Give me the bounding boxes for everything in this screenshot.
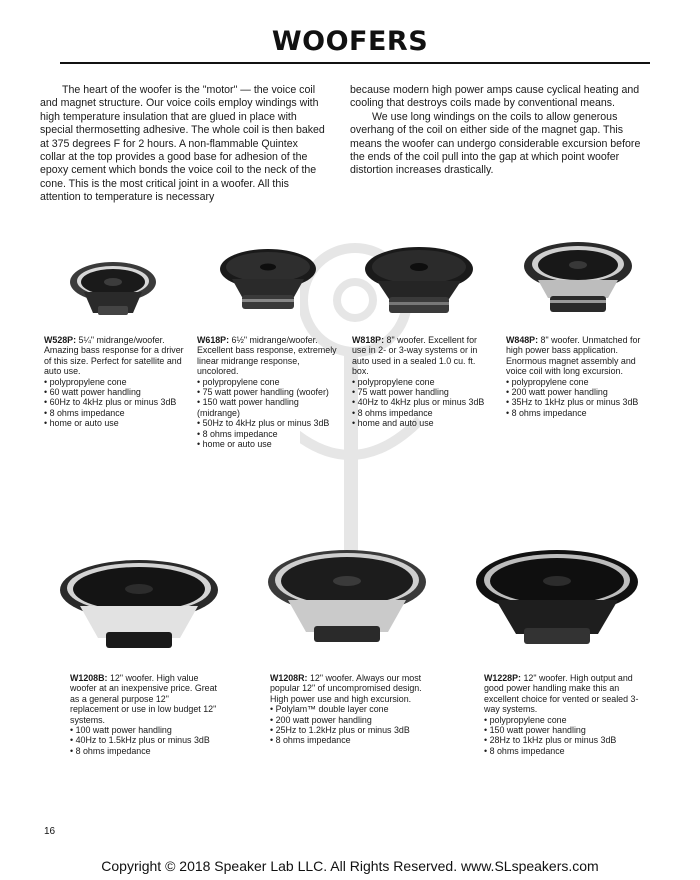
feature-item: • 8 ohms impedance: [270, 735, 430, 745]
feature-item: • polypropylene cone: [197, 377, 342, 387]
feature-item: • home or auto use: [44, 418, 189, 428]
title-rule: [60, 62, 650, 64]
feature-item: • 100 watt power handling: [70, 725, 220, 735]
product-w1208b: [70, 673, 220, 756]
intro-right-column: [350, 84, 650, 178]
product-description: 8" woofer. Unmatched for high power bass application. Enormous magnet assembly and voice coil with long excursion.: [506, 335, 641, 377]
feature-item: • 200 watt power handling: [270, 715, 430, 725]
feature-item: • 40Hz to 4kHz plus or minus 3dB: [352, 397, 492, 407]
feature-item: • polypropylene cone: [352, 377, 492, 387]
w528p-speaker-image: [68, 258, 158, 320]
feature-item: • polypropylene cone: [506, 377, 654, 387]
product-w618p: [197, 335, 342, 449]
feature-item: • 35Hz to 1kHz plus or minus 3dB: [506, 397, 654, 407]
intro-paragraph-continued: because modern high power amps cause cyclical heating and cooling that destroys coils made by conventional means.: [350, 84, 640, 110]
feature-item: • 8 ohms impedance: [352, 408, 492, 418]
feature-item: • 75 watt power handling: [352, 387, 492, 397]
page-number: 16: [44, 826, 56, 837]
feature-item: • 8 ohms impedance: [197, 429, 342, 439]
w818p-speaker-image: [363, 245, 475, 319]
feature-item: • 50Hz to 4kHz plus or minus 3dB: [197, 418, 342, 428]
product-w1208r: [270, 673, 430, 746]
product-description: 12" woofer. High output and good power handling make this an excellent choice for vented or sealed 3-way systems.: [484, 673, 639, 715]
product-description: 12" woofer. High value woofer at an inexpensive price. Great as a general purpose 12" replacement or use in low budget 12" systems.: [70, 673, 218, 725]
model-name: W818P:: [352, 335, 385, 345]
feature-item: • 150 watt power handling (midrange): [197, 397, 342, 418]
w1208r-speaker-image: [266, 548, 428, 648]
feature-item: • 25Hz to 1.2kHz plus or minus 3dB: [270, 725, 430, 735]
product-description: 5¼" midrange/woofer. Amazing bass response for a driver of this size. Perfect for satellite and auto use.: [44, 335, 184, 377]
feature-item: • 28Hz to 1kHz plus or minus 3dB: [484, 735, 639, 745]
feature-item: • 8 ohms impedance: [484, 746, 639, 756]
intro-left-column: [40, 84, 325, 205]
w848p-speaker-image: [522, 240, 634, 320]
feature-item: • 40Hz to 1.5kHz plus or minus 3dB: [70, 735, 220, 745]
product-w1228p: [484, 673, 639, 756]
feature-item: • Polylam™ double layer cone: [270, 704, 430, 714]
intro-paragraph-2: We use long windings on the coils to allow generous overhang of the coil on either side of the magnet gap. This means the woofer can undergo considerable excursion before the ends of the coil pull into the gap at which point woofer distortion increases drastically.: [350, 110, 641, 177]
model-name: W1208R:: [270, 673, 308, 683]
feature-item: • polypropylene cone: [44, 377, 189, 387]
product-description: 12" woofer. Always our most popular 12" of uncompromised design. High power use and high excursion.: [270, 673, 422, 704]
model-name: W618P:: [197, 335, 230, 345]
intro-paragraph: The heart of the woofer is the "motor" — the voice coil and magnet structure. Our voice coils employ windings with high temperature insulation that are glued in place with special thermosetting adhesive. The whole coil is then baked at 375 degrees F for 2 hours. A non-flammable Quintex collar at the top provides a good base for adhesion of the epoxy cement which bonds the voice coil to the neck of the cone. This is the most critical joint in a woofer. All this attention to temperature is necessary: [40, 84, 325, 204]
product-w848p: [506, 335, 654, 418]
copyright-footer: Copyright © 2018 Speaker Lab LLC. All Rights Reserved. www.SLspeakers.com: [101, 858, 599, 874]
feature-item: • home or auto use: [197, 439, 342, 449]
model-name: W528P:: [44, 335, 77, 345]
w618p-speaker-image: [218, 247, 318, 317]
feature-item: • 60Hz to 4kHz plus or minus 3dB: [44, 397, 189, 407]
feature-item: • polypropylene cone: [484, 715, 639, 725]
feature-item: • 200 watt power handling: [506, 387, 654, 397]
feature-item: • 8 ohms impedance: [44, 408, 189, 418]
w1208b-speaker-image: [58, 558, 220, 654]
feature-item: • 8 ohms impedance: [506, 408, 654, 418]
product-w818p: [352, 335, 492, 429]
feature-item: • 60 watt power handling: [44, 387, 189, 397]
product-description: 6½" midrange/woofer. Excellent bass response, extremely linear midrange response, uncolored.: [197, 335, 337, 377]
feature-item: • 150 watt power handling: [484, 725, 639, 735]
page-title: WOOFERS: [271, 26, 429, 57]
model-name: W848P:: [506, 335, 539, 345]
w1228p-speaker-image: [474, 548, 640, 652]
model-name: W1208B:: [70, 673, 108, 683]
feature-item: • 75 watt power handling (woofer): [197, 387, 342, 397]
product-w528p: [44, 335, 189, 429]
product-description: 8" woofer. Excellent for use in 2- or 3-way systems or in auto used in a sealed 1.0 cu. ft. box.: [352, 335, 478, 377]
feature-item: • 8 ohms impedance: [70, 746, 220, 756]
model-name: W1228P:: [484, 673, 521, 683]
feature-item: • home and auto use: [352, 418, 492, 428]
